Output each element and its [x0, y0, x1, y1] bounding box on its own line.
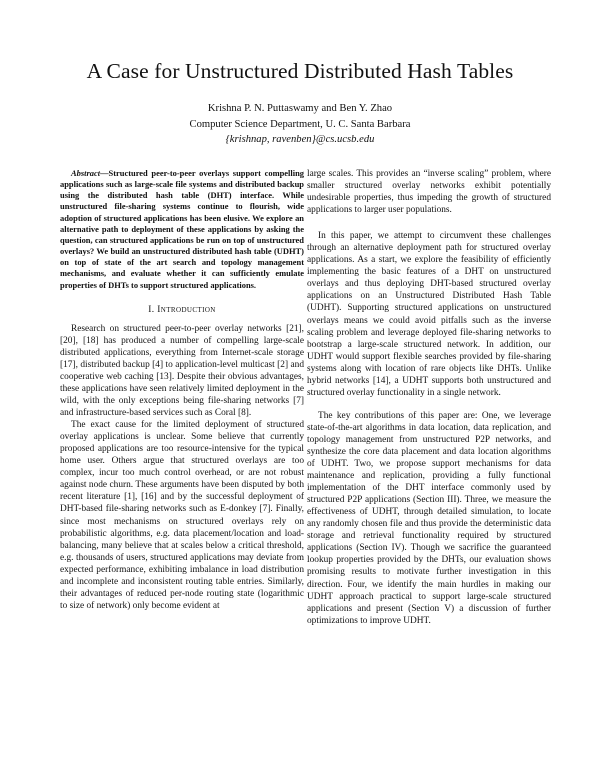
section-title: Introduction	[157, 304, 216, 315]
paragraph-4: The key contributions of this paper are: One, we leverage state-of-the-art algorithms in data location, data replication, and topology management from unstructured P2P networks, and synthesize the core data placement and data location algorithms of UDHT. Two, we propose support mechanisms for data maintenance and replication, providing a fully functional implementation of the DHT interface commonly used by structured P2P applications (Section III). Three, we measure the effectiveness of UDHT, through detailed simulation, to locate any randomly chosen file and thus provide the deterministic data storage and retrieval functionality required by structured applications (Section IV). Though we sacrifice the guaranteed lookup properties provided by the DHTs, our evaluation shows promising results to motivate further investigation in this direction. Four, we identify the main hurdles in making our UDHT approach practical to support large-scale structured applications and present (Section V) a discussion of further optimizations to improve UDHT.	[307, 410, 551, 626]
paper-title: A Case for Unstructured Distributed Hash Tables	[86, 59, 514, 83]
author-names: Krishna P. N. Puttaswamy and Ben Y. Zhao	[207, 103, 393, 114]
paragraph-2: The exact cause for the limited deployment of structured overlay applications is unclear. Some believe that currently proposed applications are too resource-intensive for the typical home user. Others argue that structured overlays are too complex, incur too much control overhead, or are not robust against node churn. These arguments have been disputed by both recent literature [1], [16] and by the successful deployment of DHT-based file-sharing networks such as E-donkey [7]. Finally, since most mechanisms on structured overlays rely on probabilistic algorithms, e.g. data placement/location and load-balancing, many believe that at scales below a critical threshold, e.g. thousands of users, structured applications may deviate from expected performance, exhibiting imbalance in load distribution and incomplete and inconsistent routing table entries. Similarly, their advantages of reduced per-node routing state (logarithmic to size of network) only become evident at	[60, 420, 304, 611]
paragraph-3: In this paper, we attempt to circumvent these challenges through an alternative deployment path for structured overlay applications. As a start, we explore the feasibility of efficiently implementing the basic features of a DHT on unstructured overlays and thus deploying DHT-based structured overlay applications on an Unstructured Distributed Hash Table (UDHT). Supporting structured applications on unstructured overlays means we could avoid pitfalls such as the inverse scaling problem and leverage deployed file-sharing networks to bootstrap a large-scale structured network. In addition, our UDHT would support flexible searches provided by file-sharing systems along with location of rare objects like DHTs. Unlike hybrid networks [14], a UDHT supports both unstructured and structured overlay functionality in a single network.	[307, 231, 551, 398]
abstract-label: Abstract	[71, 168, 101, 178]
left-column	[60, 168, 304, 612]
author-affiliation: Computer Science Department, U. C. Santa Barbara	[189, 118, 411, 130]
abstract-text: —Structured peer-to-peer overlays support compelling applications such as large-scale file systems and distributed backup using the distributed hash table (DHT) interface. While unstructured file-sharing systems continue to flourish, wide adoption of structured applications has been elusive. We explore an alternative path to deployment of these applications by asking the question, can structured applications be run on top of unstructured overlays? We build an unstructured distributed hash table (UDHT) on top of state of the art search and topology management mechanisms, and evaluate whether it can sufficiently emulate properties of DHTs to support structured applications.	[60, 168, 304, 290]
paragraph-1: Research on structured peer-to-peer overlay networks [21], [20], [18] has produced a number of compelling large-scale distributed applications, everything from Internet-scale storage [17], distributed backup [4] to application-level multicast [2] and cooperative web caching [13]. Despite their obvious advantages, these applications have seen relatively limited deployment in the wild, with the only exceptions being file-sharing networks [7] and infrastructure-based services such as Coral [8].	[60, 323, 304, 419]
section-number: I.	[148, 304, 155, 315]
paragraph-2-continued: large scales. This provides an “inverse scaling” problem, where smaller structured overlay networks exhibit potentially undesirable properties, thus impeding the growth of structured applications to larger user populations.	[307, 169, 551, 216]
author-block	[0, 101, 600, 148]
section-heading-introduction	[60, 304, 304, 316]
author-email: {krishnap, ravenben}@cs.ucsb.edu	[225, 134, 375, 145]
right-column	[307, 168, 551, 627]
abstract	[60, 168, 304, 291]
